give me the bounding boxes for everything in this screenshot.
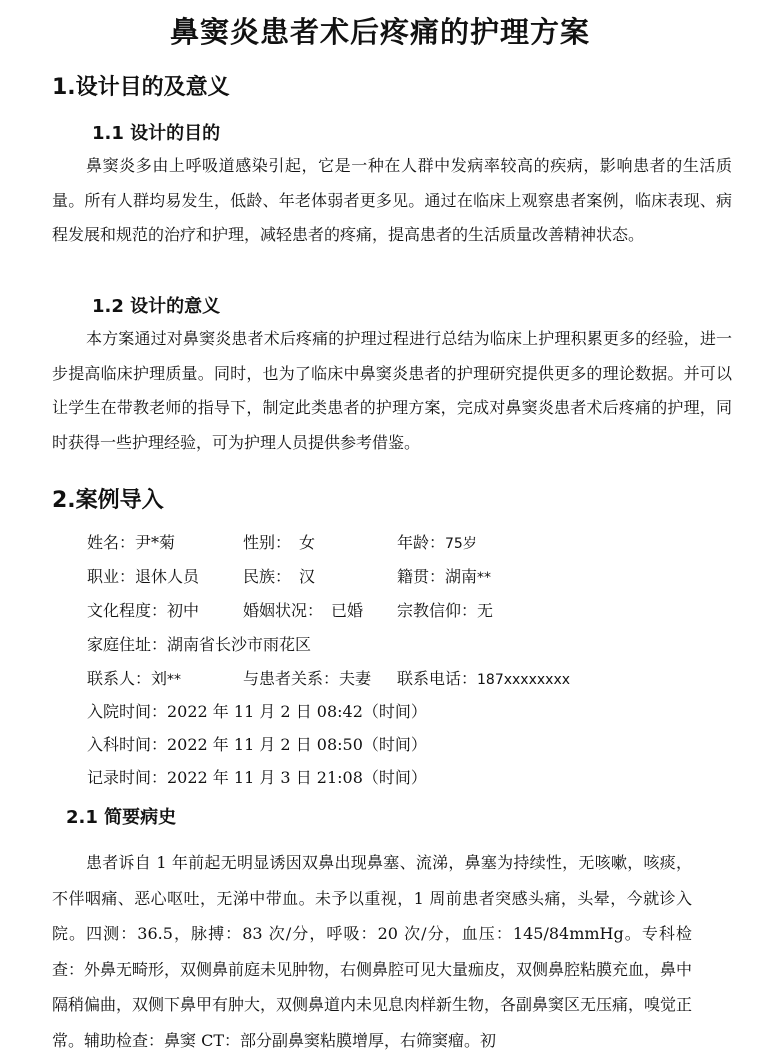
patient-gender: 性别： 女 [243, 533, 316, 552]
section-2-1-heading: 2.1 简要病史 [66, 807, 177, 828]
origin-mask: ** [477, 570, 492, 586]
section-2-1-paragraph: 患者诉自 1 年前起无明显诱因双鼻出现鼻塞、流涕，鼻塞为持续性，无咳嗽，咳痰，不伴咽痛、恶心呕吐，无涕中带血。未予以重视，1 周前患者突感头痛，头晕，今就诊入院。四测：36.5，脉搏：83 次/分，呼吸：20 次/分，血压：145/84mmHg。专科检查：外鼻无畸形，双侧鼻前庭未见肿物，右侧鼻腔可见大量痂皮，双侧鼻腔粘膜充血，鼻中隔稍偏曲，双侧下鼻甲有肿大，双侧鼻道内未见息肉样新生物，各副鼻窦区无压痛，嗅觉正常。辅助检查：鼻窦 CT：部分副鼻窦粘膜增厚，右筛窦瘤。初 [52, 853, 693, 1050]
patient-address: 家庭住址：湖南省长沙市雨花区 [87, 635, 312, 654]
section-2-heading: 2.案例导入 [52, 488, 164, 513]
patient-job: 职业：退休人员 [87, 567, 200, 586]
phone-label: 联系电话： [397, 669, 478, 688]
contact-mask: ** [167, 672, 182, 688]
patient-age [397, 530, 477, 553]
section-1-2-heading: 1.2 设计的意义 [92, 296, 221, 317]
contact-label: 联系人：刘 [87, 669, 168, 688]
patient-origin [397, 564, 491, 587]
section-1-heading: 1.设计目的及意义 [52, 75, 230, 100]
document-title: 鼻窦炎患者术后疼痛的护理方案 [169, 15, 590, 49]
patient-name: 姓名：尹*菊 [87, 533, 176, 552]
patient-ethnicity: 民族： 汉 [243, 567, 316, 586]
record-time: 记录时间：2022 年 11 月 3 日 21:08（时间） [87, 768, 427, 787]
patient-religion: 宗教信仰：无 [397, 601, 494, 620]
department-entry-time: 入科时间：2022 年 11 月 2 日 08:50（时间） [87, 735, 427, 754]
origin-label: 籍贯：湖南 [397, 567, 478, 586]
patient-relation: 与患者关系：夫妻 [243, 669, 372, 688]
patient-phone [397, 666, 570, 689]
phone-value: 187xxxxxxxx [477, 672, 571, 688]
section-1-1-paragraph: 鼻窦炎多由上呼吸道感染引起，它是一种在人群中发病率较高的疾病，影响患者的生活质量。所有人群均易发生，低龄、年老体弱者更多见。通过在临床上观察患者案例，临床表现、病程发展和规范的治疗和护理，减轻患者的疼痛，提高患者的生活质量改善精神状态。 [52, 156, 732, 244]
patient-marital: 婚姻状况： 已婚 [243, 601, 364, 620]
admission-time: 入院时间：2022 年 11 月 2 日 08:42（时间） [87, 702, 427, 721]
age-label: 年龄： [397, 533, 446, 552]
age-value: 75岁 [445, 536, 477, 552]
patient-education: 文化程度：初中 [87, 601, 200, 620]
section-1-2-paragraph: 本方案通过对鼻窦炎患者术后疼痛的护理过程进行总结为临床上护理积累更多的经验，进一步提高临床护理质量。同时，也为了临床中鼻窦炎患者的护理研究提供更多的理论数据。并可以让学生在带教老师的指导下，制定此类患者的护理方案，完成对鼻窦炎患者术后疼痛的护理，同时获得一些护理经验，可为护理人员提供参考借鉴。 [52, 329, 732, 452]
section-1-1-heading: 1.1 设计的目的 [92, 123, 221, 144]
patient-contact [87, 666, 181, 689]
